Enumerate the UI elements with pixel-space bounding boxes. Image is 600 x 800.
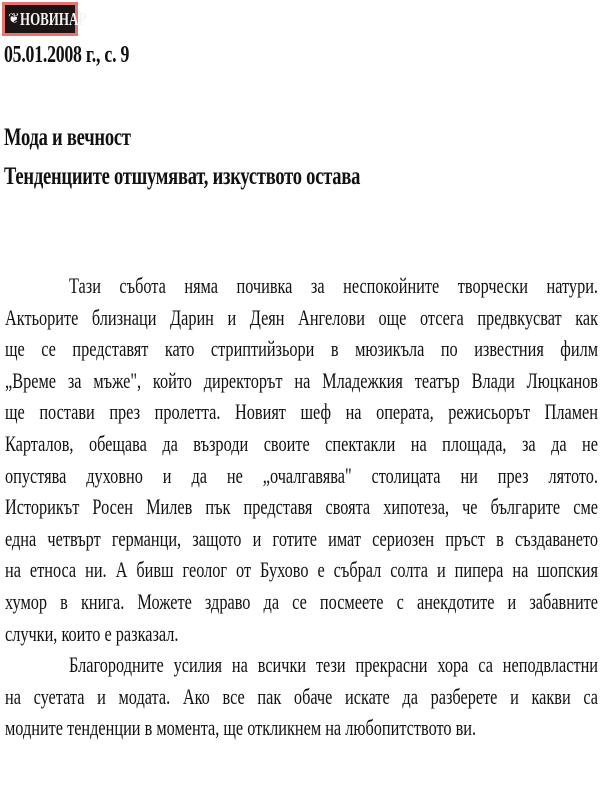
article-subtitle: Тенденциите отшумяват, изкуството остава xyxy=(4,163,361,190)
body-line xyxy=(5,491,598,523)
body-line-text: „Време за мъже", който директорът на Младежкия театър Влади Люцканов xyxy=(5,367,599,393)
body-line xyxy=(5,333,598,365)
logo-text: НОВИНАР xyxy=(19,8,86,29)
newspaper-logo xyxy=(2,2,86,36)
body-line-text: Актьорите близнаци Дарин и Деян Ангелови още отсега предвкусват как xyxy=(5,304,599,330)
body-line xyxy=(5,554,598,586)
body-line xyxy=(5,586,598,618)
body-line xyxy=(5,618,598,650)
body-line xyxy=(5,523,598,555)
body-line-text: ще постави през пролетта. Новият шеф на операта, режисьорът Пламен xyxy=(5,399,598,425)
body-line-text: Карталов, обещава да възроди своите спектакли на площада, за да не xyxy=(5,430,598,456)
article-title: Мода и вечност xyxy=(4,124,131,151)
article-body xyxy=(5,270,598,744)
body-line xyxy=(5,270,598,302)
publication-emblem-icon: ❦ xyxy=(8,11,20,27)
body-line-text: Тази събота няма почивка за неспокойните творчески натури. xyxy=(69,273,598,298)
body-line xyxy=(5,396,598,428)
body-line-text: хумор в книга. Можете здраво да се посмеете с анекдотите и забавните xyxy=(5,588,599,614)
body-line xyxy=(5,681,598,713)
body-line-text: Историкът Росен Милев пък представя своята хипотеза, че българите сме xyxy=(5,494,598,520)
body-line-text: модните тенденции в момента, ще откликнем на любопитството ви. xyxy=(5,715,477,741)
body-line-text: случки, които е разказал. xyxy=(5,620,179,646)
logo-plate xyxy=(5,5,86,33)
body-line-text: на суетата и модата. Ако все пак обаче искате да разберете и какви са xyxy=(5,683,598,709)
body-line-text: на етноса ни. А бивш геолог от Бухово е събрал солта и пипера на шопския xyxy=(5,557,599,583)
body-line xyxy=(5,712,598,744)
body-line-text: една четвърт германци, защото и готите имат сериозен пръст в създаването xyxy=(5,525,598,551)
body-line-text: Благородните усилия на всички тези прекрасни хора са неподвластни xyxy=(69,652,599,678)
dateline: 05.01.2008 г., с. 9 xyxy=(4,42,130,68)
body-line xyxy=(5,460,598,492)
body-line-text: ще се представят като стриптийзьори в мюзикъла по известния филм xyxy=(5,336,599,362)
body-line xyxy=(5,649,598,681)
body-line xyxy=(5,365,598,397)
body-line xyxy=(5,302,598,334)
body-line xyxy=(5,428,598,460)
body-line-text: опустява духовно и да не „очалгавява" столицата ни през лятото. xyxy=(5,462,599,488)
